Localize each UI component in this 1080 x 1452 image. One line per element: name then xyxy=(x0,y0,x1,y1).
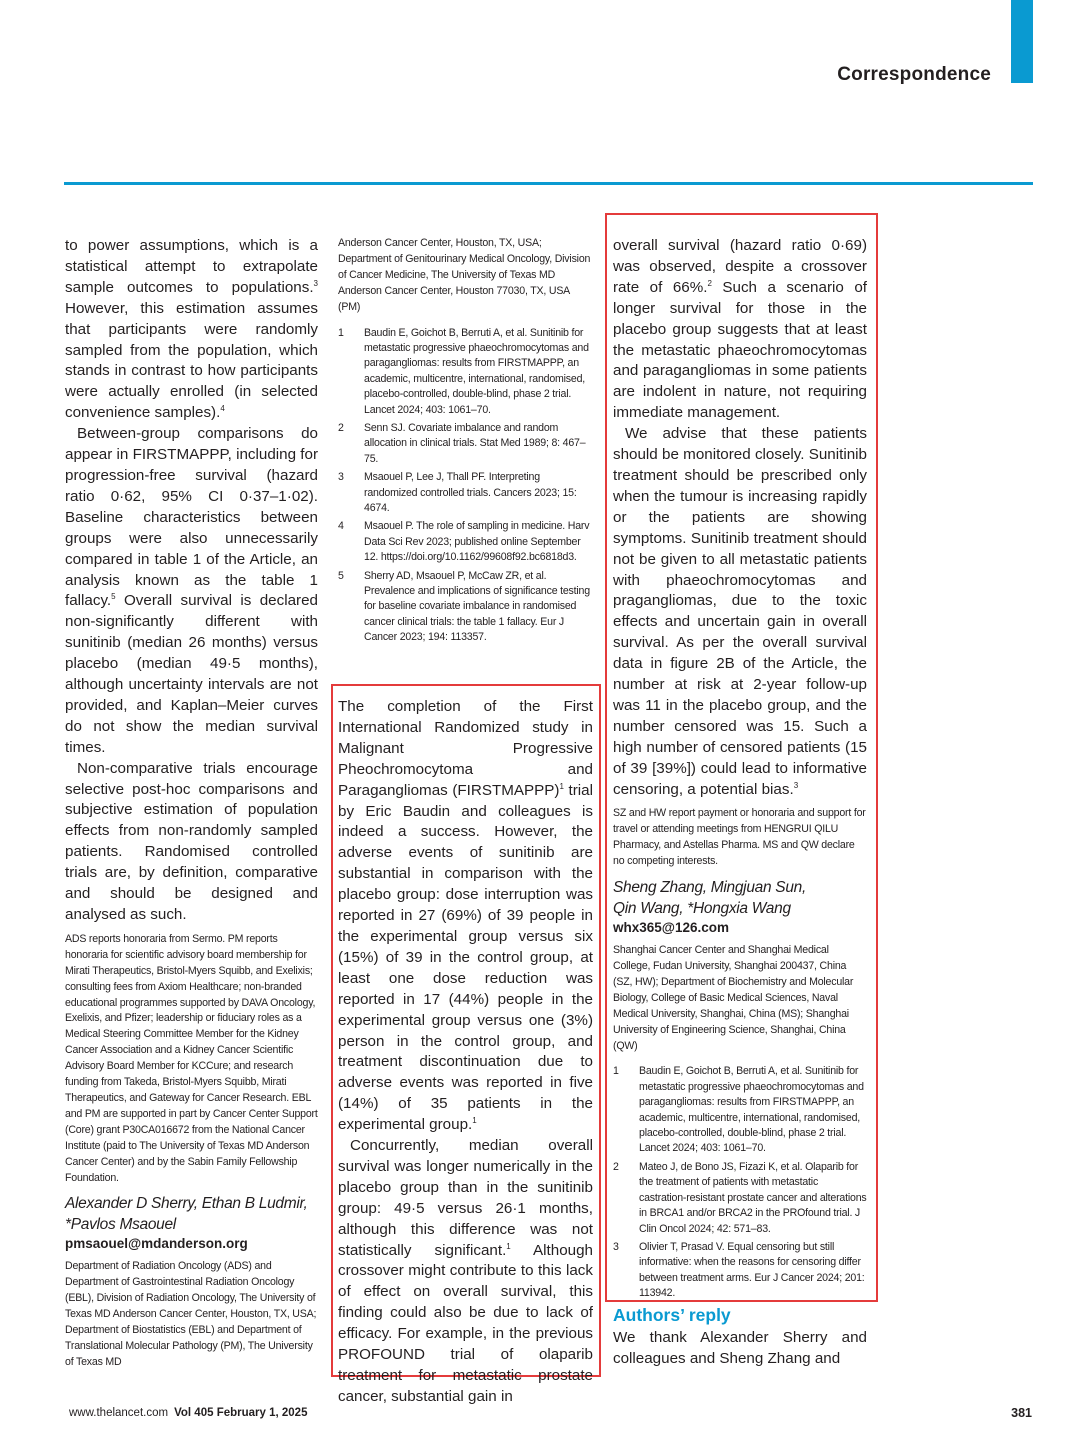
col3-authors: Sheng Zhang, Mingjuan Sun, Qin Wang, *Hongxia Wang xyxy=(613,879,806,917)
col1-disclosure: ADS reports honoraria from Sermo. PM reports honoraria for scientific advisory board membership for Mirati Therapeutics, Bristol-Myers Squibb, and Exelixis; consulting fees from Axiom Healthcare; non-branded educational programmes supported by DAVA Oncology, Exelixis, and Pfizer; leadership or fiduciary roles as a Medical Steering Committee Member for the Kidney Cancer Association and a Kidney Cancer Scientific Advisory Board Member for KCCure; and research funding from Takeda, Bristol-Myers Squibb, Mirati Therapeutics, and Gateway for Cancer Research. EBL and PM are supported in part by Cancer Center Support (Core) grant P30CA016672 from the National Cancer Institute (paid to The University of Texas MD Anderson Cancer Center) and by the Sabin Family Fellowship Foundation. xyxy=(65,932,318,1184)
col3-reference-list xyxy=(613,1064,867,1301)
col1-paragraph-2: Between-group comparisons do appear in FIRSTMAPPP, including for progression-free survival (hazard ratio 0·62, 95% CI 0·37–1·02). Baseline characteristics between groups were also unnecessarily compared in table 1 of the Article, an analysis known as the table 1 fallacy.$^5$ Overall survival is declared non-significantly different with sunitinib (median 26 months) versus placebo (median 49·5 months), although uncertainty intervals are not provided, and Kaplan–Meier curves do not show the median survival times. xyxy=(65,425,318,756)
reference-item xyxy=(613,1160,867,1237)
reference-number: 4 xyxy=(338,520,344,533)
section-label: Correspondence xyxy=(837,64,991,85)
footer-url-link[interactable]: www.thelancet.com xyxy=(69,1407,169,1419)
authors-reply-heading: Authors’ reply xyxy=(613,1305,731,1325)
col1-email-link[interactable]: pmsaouel@mdanderson.org xyxy=(65,1236,248,1252)
reference-number: 5 xyxy=(338,569,344,582)
col1-paragraph-1: to power assumptions, which is a statistical attempt to extrapolate sample outcomes to populations.$^3$ However, this estimation assumes that participants were randomly sampled from the population, which stands in contrast to how participants were actually enrolled (in selected convenience samples).$^4$ xyxy=(65,237,318,422)
reference-item xyxy=(338,569,593,646)
letter2-paragraph-1: The completion of the First International Randomized study in Malignant Progressive Pheochromocytoma and Paragangliomas (FIRSTMAPPP)$^1$ trial by Eric Baudin and colleagues is indeed a success. However, the adverse events of sunitinib are substantial in comparison with the placebo group: dose interruption was reported in 27 (69%) of 39 people in the experimental group versus six (15%) of 39 in the control group, at least one dose reduction was reported in 17 (44%) people in the experimental group versus one (3%) person in the control group, and treatment discontinuation due to adverse events was reported in five (14%) of 35 patients in the experimental group.$^1$ xyxy=(338,698,593,1134)
page-number: 381 xyxy=(1011,1406,1032,1420)
reference-text: Msaouel P, Lee J, Thall PF. Interpreting randomized controlled trials. Cancers 2023; 15: 4674. xyxy=(364,471,577,514)
authors-reply-body xyxy=(613,1328,867,1370)
col3-paragraph-1: overall survival (hazard ratio 0·69) was observed, despite a crossover rate of 66%.$^2$ Such a scenario of longer survival for those in the placebo group suggests that at least the metastatic phaeochromocytomas and paragangliomas in some patients are indolent in nature, not requiring immediate management. xyxy=(613,237,867,422)
reference-item xyxy=(338,326,593,418)
letter2-paragraph-2: Concurrently, median overall survival was longer numerically in the placebo group than in the sunitinib group: 49·5 versus 26·1 months, although this difference was not statistically significant.$^1$ Although crossover might contribute to this lack of effect on overall survival, this finding could also be due to lack of efficacy. For example, in the previous PROFOUND trial of olaparib treatment for metastatic prostate cancer, substantial gain in xyxy=(338,1137,593,1405)
reference-item xyxy=(338,421,593,467)
reference-text: Senn SJ. Covariate imbalance and random allocation in clinical trials. Stat Med 1989; 8: 467–75. xyxy=(364,421,586,465)
reference-text: Mateo J, de Bono JS, Fizazi K, et al. Olaparib for the treatment of patients with metastatic castration-resistant prostate cancer and alterations in BRCA1 and/or BRCA2 in the PROfound trial. J Clin Oncol 2024; 42: 571–83. xyxy=(639,1160,867,1235)
reference-number: 1 xyxy=(613,1065,619,1078)
reference-text: Sherry AD, Msaouel P, McCaw ZR, et al. Prevalence and implications of significance testing for baseline covariate imbalance in randomised cancer clinical trials: the table 1 fallacy. Eur J Cancer 2023; 194: 113357. xyxy=(364,569,590,644)
section-tab-marker xyxy=(1011,0,1033,83)
reference-number: 2 xyxy=(613,1160,619,1173)
column-2 xyxy=(338,236,593,649)
col2-affiliation: Anderson Cancer Center, Houston, TX, USA; Department of Genitourinary Medical Oncology, Division of Cancer Medicine, The University of Texas MD Anderson Cancer Center, Houston 77030, TX, USA (PM) xyxy=(338,237,591,313)
column-1 xyxy=(65,236,318,1371)
footer-journal xyxy=(69,1407,307,1419)
header-rule xyxy=(64,182,1033,185)
col1-paragraph-3: Non-comparative trials encourage selective post-hoc comparisons and subjective estimation of population effects from non-randomly sampled patients. Randomised controlled trials are, by definition, comparative and should be designed and analysed as such. xyxy=(65,759,318,923)
col1-authors: Alexander D Sherry, Ethan B Ludmir, *Pavlos Msaouel xyxy=(65,1195,308,1233)
col3-email-link[interactable]: whx365@126.com xyxy=(613,920,729,936)
column-3 xyxy=(613,236,867,1305)
reference-item xyxy=(338,470,593,516)
col1-affiliation: Department of Radiation Oncology (ADS) and Department of Gastrointestinal Radiation Oncology (EBL), Division of Radiation Oncology, The University of Texas MD Anderson Cancer Center, Houston, TX, USA; Department of Biostatistics (EBL) and Department of Translational Molecular Pathology (PM), The University of Texas MD xyxy=(65,1260,317,1368)
reply-paragraph-1: We thank Alexander Sherry and colleagues and Sheng Zhang and xyxy=(613,1329,867,1367)
reference-text: Baudin E, Goichot B, Berruti A, et al. Sunitinib for metastatic progressive phaeochromocytomas and paragangliomas: results from FIRSTMAPPP, an academic, multicentre, international, randomised, placebo-controlled, double-blind, phase 2 trial. Lancet 2024; 403: 1061–70. xyxy=(639,1065,864,1155)
footer-volume: Vol 405 February 1, 2025 xyxy=(174,1407,308,1419)
reference-number: 3 xyxy=(613,1240,619,1253)
col2-reference-list xyxy=(338,326,593,646)
col3-disclosure: SZ and HW report payment or honoraria and support for travel or attending meetings from HENGRUI QILU Pharmacy, and Astellas Pharma. MS and QW declare no competing interests. xyxy=(613,807,866,868)
reference-text: Baudin E, Goichot B, Berruti A, et al. Sunitinib for metastatic progressive phaeochromocytomas and paragangliomas: results from FIRSTMAPPP, an academic, multicentre, international, randomised, placebo-controlled, double-blind, phase 2 trial. Lancet 2024; 403: 1061–70. xyxy=(364,326,589,416)
reference-item xyxy=(613,1064,867,1156)
reference-number: 3 xyxy=(338,471,344,484)
reference-text: Msaouel P. The role of sampling in medicine. Harv Data Sci Rev 2023; published online September 12. https://doi.org/10.1162/99608f92.bc6818d3. xyxy=(364,520,590,564)
reference-item xyxy=(338,519,593,565)
reference-number: 2 xyxy=(338,421,344,434)
letter-2-body xyxy=(338,697,593,1408)
col3-paragraph-2: We advise that these patients should be monitored closely. Sunitinib treatment should be prescribed only when the tumour is increasing rapidly or the patients are showing symptoms. Sunitinib treatment should not be given to all metastatic patients with phaeochromocytomas and pragangliomas, due to the toxic effects and uncertain gain in overall survival. As per the overall survival data in figure 2B of the Article, the number at risk at 2-year follow-up was 11 in the placebo group, and the number censored was 15. Such a high number of censored patients (15 of 39 [39%]) could lead to informative censoring, a potential bias.$^3$ xyxy=(613,425,867,798)
reference-number: 1 xyxy=(338,326,344,339)
reference-item xyxy=(613,1240,867,1302)
col3-affiliation: Shanghai Cancer Center and Shanghai Medical College, Fudan University, Shanghai 200437, China (SZ, HW); Department of Biochemistry and Molecular Biology, College of Basic Medical Sciences, Naval Medical University, Shanghai, China (MS); Shanghai University of Engineering Science, Shanghai, China (QW) xyxy=(613,944,854,1052)
reference-text: Olivier T, Prasad V. Equal censoring but still informative: when the reasons for censoring differ between treatment arms. Eur J Cancer 2024; 201: 113942. xyxy=(639,1240,865,1300)
